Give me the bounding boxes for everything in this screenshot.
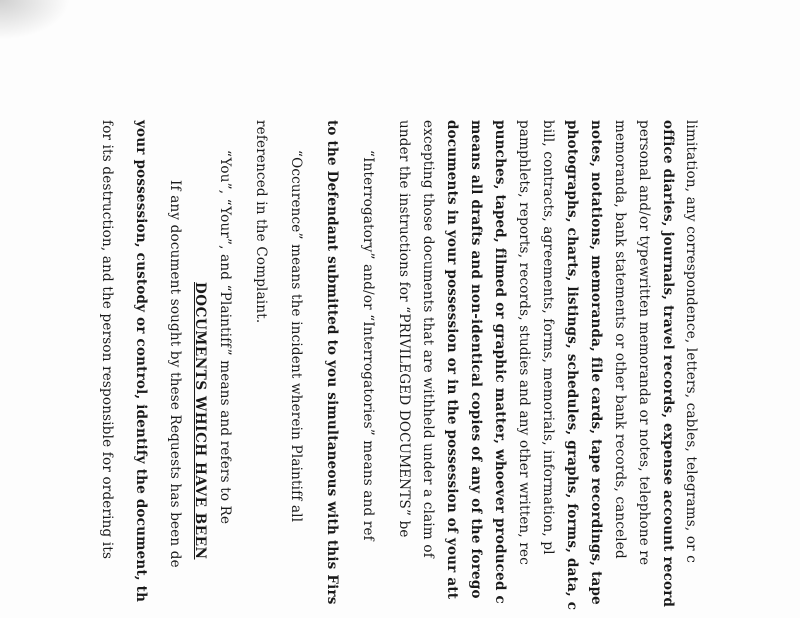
text-line-13: under the instructions for “PRIVILEGED DOCUMENTS” be [396, 120, 412, 538]
text-line-21: your possession, custody or control, identify the document, th [133, 120, 149, 603]
scan-corner-shadow [0, 0, 70, 40]
text-line-11: documents in your possession or in the possession of your att [444, 120, 460, 600]
text-line-6: photographs, charts, listings, schedules, graphs, forms, data, c [564, 120, 580, 611]
text-line-20: If any document sought by these Requests has been de [167, 180, 183, 568]
text-line-16: “Occurence” means the incident wherein Plaintiff all [288, 150, 304, 523]
text-line-9: punches, taped, filmed or graphic matter, whoever produced c [492, 120, 508, 604]
text-line-1: limitation, any correspondence, letters, cables, telegrams, or c [683, 120, 699, 564]
text-line-10: means all drafts and non-identical copies of any of the forego [468, 120, 484, 599]
text-line-22: for its destruction, and the person responsible for ordering its [99, 120, 115, 560]
text-line-17: referenced in the Complaint. [253, 120, 269, 324]
section-heading: DOCUMENTS WHICH HAVE BEEN [192, 282, 208, 560]
text-line-12: excepting those documents that are withheld under a claim of [420, 120, 436, 558]
text-line-14: “Interrogatory” and/or “Interrogatories” means and ref [360, 150, 376, 541]
text-line-2: office diaries, journals, travel records, expense account record [660, 120, 676, 608]
text-line-8: pamphlets, reports, records, studies and any other written, rec [516, 120, 532, 565]
text-line-5: notes, notations, memoranda, file cards, tape recordings, tape [588, 120, 604, 605]
text-line-4: memoranda, bank statements or other bank records, canceled [612, 120, 628, 559]
text-line-18: “You”, “Your”, and “Plaintiff” means and refers to Re [217, 150, 233, 525]
text-line-3: personal and/or typewritten memoranda or notes, telephone re [636, 120, 652, 566]
text-line-7: bill, contracts, agreements, forms, memorials, information, pl [540, 120, 556, 555]
text-line-15: to the Defendant submitted to you simultaneous with this Firs [324, 120, 340, 605]
